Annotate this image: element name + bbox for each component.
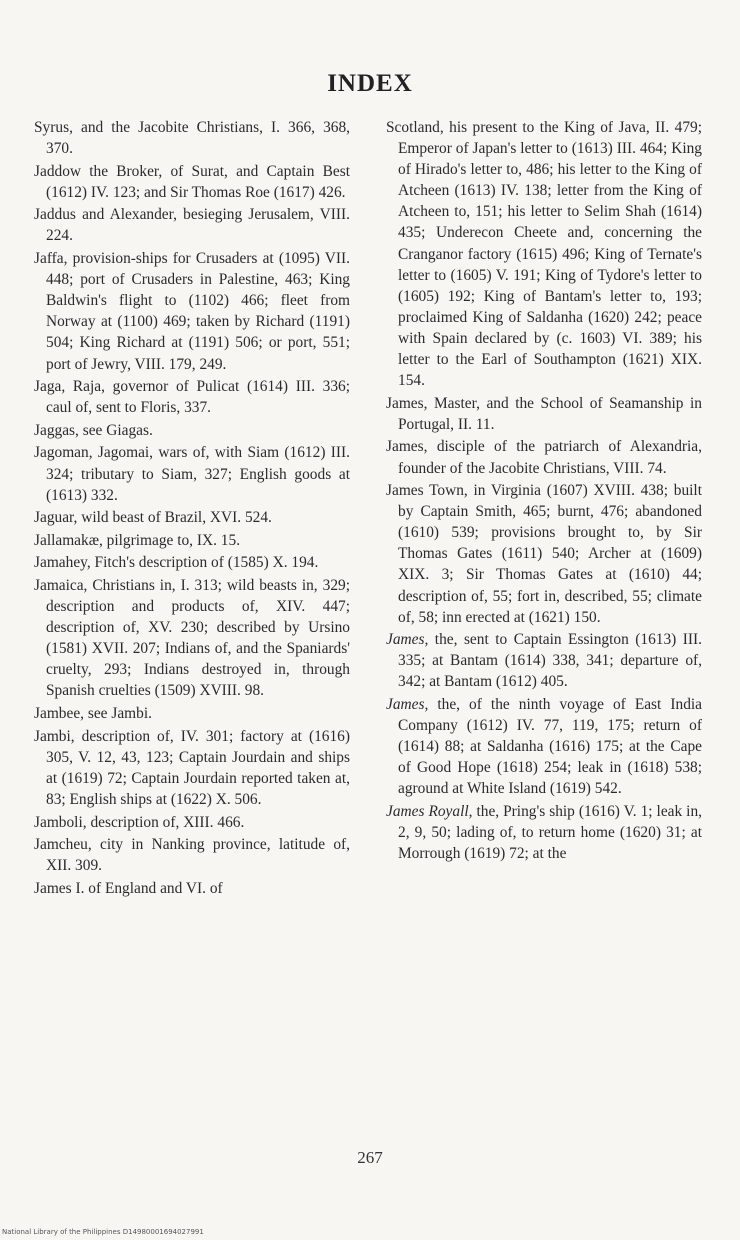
index-entry-text: see Jambi.: [84, 705, 152, 723]
index-entry: [34, 834, 350, 876]
index-entry-text: Raja, governor of Pulicat (1614) III. 336; caul of, sent to Floris, 337.: [46, 378, 350, 417]
index-entry-heading: Jaguar,: [34, 509, 78, 527]
index-entry-heading: James,: [386, 696, 429, 714]
index-entry: [386, 436, 702, 478]
index-entry-text: Master, and the School of Seamanship in Portugal, II. 11.: [398, 394, 702, 433]
index-entry-text: description of, XIII. 466.: [86, 813, 245, 831]
index-entry: [34, 161, 350, 203]
index-entry-heading: James Town,: [386, 482, 468, 500]
index-entry: [386, 117, 702, 391]
index-entry-text: provision-ships for Crusaders at (1095) VII. 448; port of Crusaders in Palestine, 463; King Baldwin's flight to (1102) 466; fleet from Norway at (1100) 469; taken by Richard (1191) 504; King Richard at (1191) 506; or port, 551; port of Jewry, VIII. 179, 249.: [46, 250, 350, 373]
index-entry-text: disciple of the patriarch of Alexandria, founder of the Jacobite Christians, VIII. 74.: [398, 438, 702, 477]
index-entry-text: Syrus, and the Jacobite Christians, I. 366, 368, 370.: [34, 119, 350, 158]
index-entry: [386, 629, 702, 692]
index-entry-text: the, sent to Captain Essington (1613) III. 335; at Bantam (1614) 338, 341; departure of, 342; at Bantam (1612) 405.: [398, 631, 702, 691]
index-entry-heading: Jamcheu,: [34, 836, 92, 854]
index-entry-text: description of, IV. 301; factory at (1616) 305, V. 12, 43, 123; Captain Jourdain and ships at (1619) 72; Captain Jourdain reported taken at, 83; English ships at (1622) X. 506.: [46, 727, 350, 808]
index-entry-heading: James I.: [34, 879, 85, 897]
index-column-left: [34, 117, 350, 900]
index-entry-text: the, Pring's ship (1616) V. 1; leak in, 2, 9, 50; lading of, to return home (1620) 31; at Morrough (1619) 72; at the: [398, 803, 702, 863]
index-entry-text: in Virginia (1607) XVIII. 438; built by Captain Smith, 465; burnt, 476; abandoned (1610) 539; provisions brought to, by Sir Thomas Gates (1611) 540; Archer at (1609) XIX. 3; Sir Thomas Gates at (1610) 44; description of, 55; fort in, described, 55; climate of, 58; inn erected at (1621) 150.: [398, 482, 702, 626]
index-entry: [34, 204, 350, 246]
index-entry: [34, 552, 350, 573]
index-entry: [386, 694, 702, 799]
index-entry: [34, 726, 350, 810]
page-title: INDEX: [327, 70, 413, 97]
index-entry: [34, 530, 350, 551]
index-entry: [34, 812, 350, 833]
index-entry: [34, 248, 350, 375]
index-entry-text: Fitch's description of (1585) X. 194.: [90, 554, 319, 572]
index-entry: [386, 480, 702, 628]
index-entry-text: city in Nanking province, latitude of, XII. 309.: [46, 836, 350, 875]
index-entry-text: Jagomai, wars of, with Siam (1612) III. 324; tributary to Siam, 327; English goods at (1613) 332.: [46, 444, 350, 504]
index-entry: [34, 703, 350, 724]
index-entry-heading: Jallamakæ,: [34, 531, 103, 549]
index-entry-heading: James,: [386, 394, 428, 412]
index-entry: [34, 575, 350, 702]
index-entry-text: and Alexander, besieging Jerusalem, VIII. 224.: [46, 206, 350, 245]
index-entry-text: Christians in, I. 313; wild beasts in, 329; description and products of, XIV. 447; description of, XV. 230; described by Ursino (1581) XVII. 207; Indians of, and the Spaniards' cruelty, 293; Indians destroyed in, through Spanish cruelties (1509) XVIII. 98.: [46, 576, 350, 700]
index-entry-text: Scotland, his present to the King of Java, II. 479; Emperor of Japan's letter to (1613) III. 464; King of Hirado's letter to, 486; his letter to the King of Atcheen (1613) IV. 138; letter from the King of Atcheen to, 151; his letter to Selim Shah (1614) 435; Underecon Cheete and, concerning the Cranganor factory (1615) 496; King of Ternate's letter to (1605) V. 191; King of Tydore's letter to (1605) 192; King of Bantam's letter to, 193; proclaimed King of Saldanha (1620) 242; peace with Spain declared by (c. 1603) VI. 389; his letter to the Earl of Southampton (1621) XIX. 154.: [386, 119, 702, 390]
index-entry-heading: Jaffa,: [34, 250, 68, 268]
index-entry-heading: Jaggas,: [34, 421, 79, 439]
index-entry: [34, 420, 350, 441]
index-entry: [34, 117, 350, 159]
index-entry-text: pilgrimage to, IX. 15.: [102, 531, 241, 549]
index-entry: [386, 801, 702, 864]
index-entry-heading: Jaga,: [34, 378, 66, 396]
index-entry-heading: Jamaica,: [34, 576, 88, 594]
index-entry-text: the Broker, of Surat, and Captain Best (1612) IV. 123; and Sir Thomas Roe (1617) 426.: [46, 162, 350, 201]
index-entry: [34, 376, 350, 418]
index-entry-heading: Jaddow: [34, 162, 82, 180]
footer-credit: National Library of the Philippines D14980001694027991: [2, 1228, 204, 1236]
index-entry-heading: Jamahey,: [34, 554, 91, 572]
index-entry-text: wild beast of Brazil, XVI. 524.: [77, 509, 272, 527]
index-entry-heading: James,: [386, 438, 428, 456]
index-entry-heading: Jamboli,: [34, 813, 87, 831]
index-entry-heading: Jambee,: [34, 705, 84, 723]
index-entry: [386, 393, 702, 435]
index-entry-heading: James Royall,: [386, 803, 473, 820]
index-entry-text: see Giagas.: [78, 421, 153, 439]
index-column-right: [386, 117, 702, 866]
index-entry-heading: James,: [386, 631, 429, 649]
index-entry-heading: Jaddus: [34, 206, 76, 224]
index-entry: [34, 878, 350, 899]
index-entry: [34, 442, 350, 505]
index-entry: [34, 507, 350, 528]
index-entry-text: the, of the ninth voyage of East India Company (1612) IV. 77, 119, 175; return of (1614) 88; at Saldanha (1616) 175; at the Cape of Good Hope (1618) 254; leak in (1618) 538; aground at White Island (1619) 542.: [398, 696, 702, 798]
index-entry-text: of England and VI. of: [84, 879, 223, 897]
index-entry-heading: Jagoman,: [34, 444, 93, 462]
index-entry-heading: Jambi,: [34, 727, 75, 745]
page-number: 267: [357, 1148, 383, 1167]
